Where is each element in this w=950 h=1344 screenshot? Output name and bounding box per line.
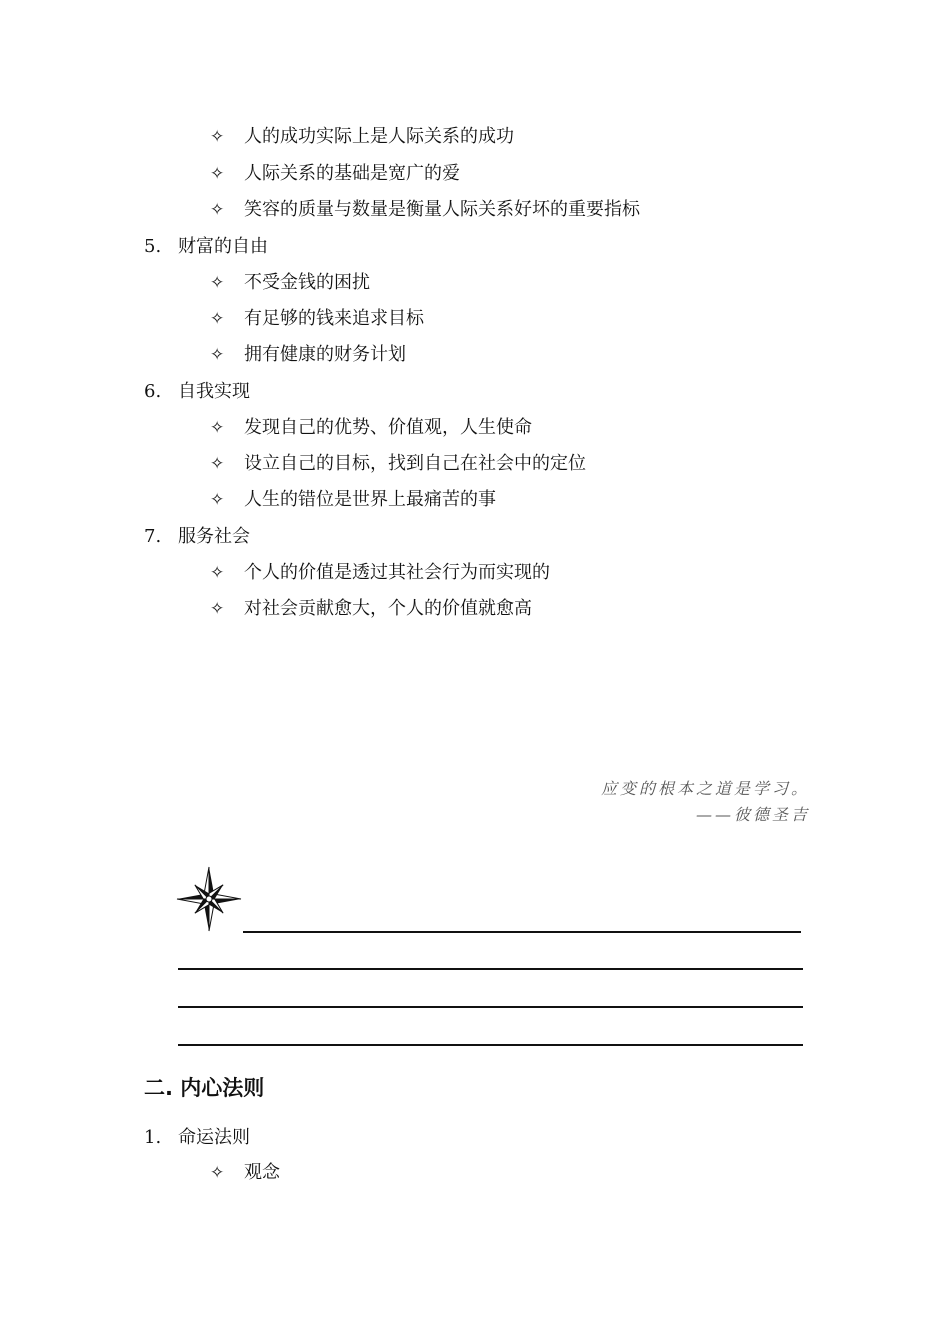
bullet-text: 个人的价值是透过其社会行为而实现的 (244, 562, 550, 583)
bullet-text: 不受金钱的困扰 (244, 272, 370, 293)
note-line (178, 1006, 803, 1008)
bullet-text: 对社会贡献愈大，个人的价值就愈高 (244, 598, 532, 619)
note-line (178, 968, 803, 970)
diamond-bullet-icon: ✧ (210, 418, 225, 438)
bullet-item (210, 1161, 280, 1185)
item-number: 1. (144, 1127, 162, 1148)
bullet-item (210, 597, 532, 621)
item-number: 5. (144, 236, 162, 257)
diamond-bullet-icon: ✧ (210, 1163, 225, 1183)
bullet-item (210, 307, 424, 331)
quote-attribution: ——彼德圣吉 (695, 805, 810, 824)
bullet-text: 拥有健康的财务计划 (244, 344, 406, 365)
item-number: 6. (144, 381, 162, 402)
item-title: 财富的自由 (178, 236, 268, 257)
item-title: 自我实现 (178, 381, 250, 402)
bullet-text: 笑容的质量与数量是衡量人际关系好坏的重要指标 (244, 199, 640, 220)
bullet-item (210, 343, 406, 367)
numbered-item (144, 380, 250, 404)
note-line (243, 931, 801, 933)
bullet-text: 有足够的钱来追求目标 (244, 308, 424, 329)
numbered-item (144, 235, 268, 259)
quote-text: 应变的根本之道是学习。 (600, 779, 810, 798)
diamond-bullet-icon: ✧ (210, 309, 225, 329)
item-title: 服务社会 (178, 526, 250, 547)
bullet-text: 发现自己的优势、价值观，人生使命 (244, 417, 532, 438)
bullet-item (210, 125, 514, 149)
diamond-bullet-icon: ✧ (210, 164, 225, 184)
bullet-item (210, 452, 586, 476)
bullet-text: 观念 (244, 1162, 280, 1183)
diamond-bullet-icon: ✧ (210, 127, 225, 147)
bullet-item (210, 488, 496, 512)
bullet-text: 人际关系的基础是宽广的爱 (244, 163, 460, 184)
diamond-bullet-icon: ✧ (210, 345, 225, 365)
bullet-text: 人的成功实际上是人际关系的成功 (244, 126, 514, 147)
note-line (178, 1044, 803, 1046)
bullet-text: 设立自己的目标，找到自己在社会中的定位 (244, 453, 586, 474)
bullet-item (210, 416, 532, 440)
bullet-item (210, 561, 550, 585)
numbered-item (144, 525, 250, 549)
section-heading: 二. 内心法则 (144, 1076, 265, 1100)
diamond-bullet-icon: ✧ (210, 563, 225, 583)
bullet-item (210, 271, 370, 295)
diamond-bullet-icon: ✧ (210, 490, 225, 510)
compass-star-icon (176, 866, 242, 932)
diamond-bullet-icon: ✧ (210, 273, 225, 293)
item-number: 7. (144, 526, 162, 547)
bullet-item (210, 198, 640, 222)
bullet-item (210, 162, 460, 186)
diamond-bullet-icon: ✧ (210, 200, 225, 220)
diamond-bullet-icon: ✧ (210, 599, 225, 619)
diamond-bullet-icon: ✧ (210, 454, 225, 474)
item-title: 命运法则 (178, 1127, 250, 1148)
numbered-item (144, 1126, 250, 1150)
bullet-text: 人生的错位是世界上最痛苦的事 (244, 489, 496, 510)
